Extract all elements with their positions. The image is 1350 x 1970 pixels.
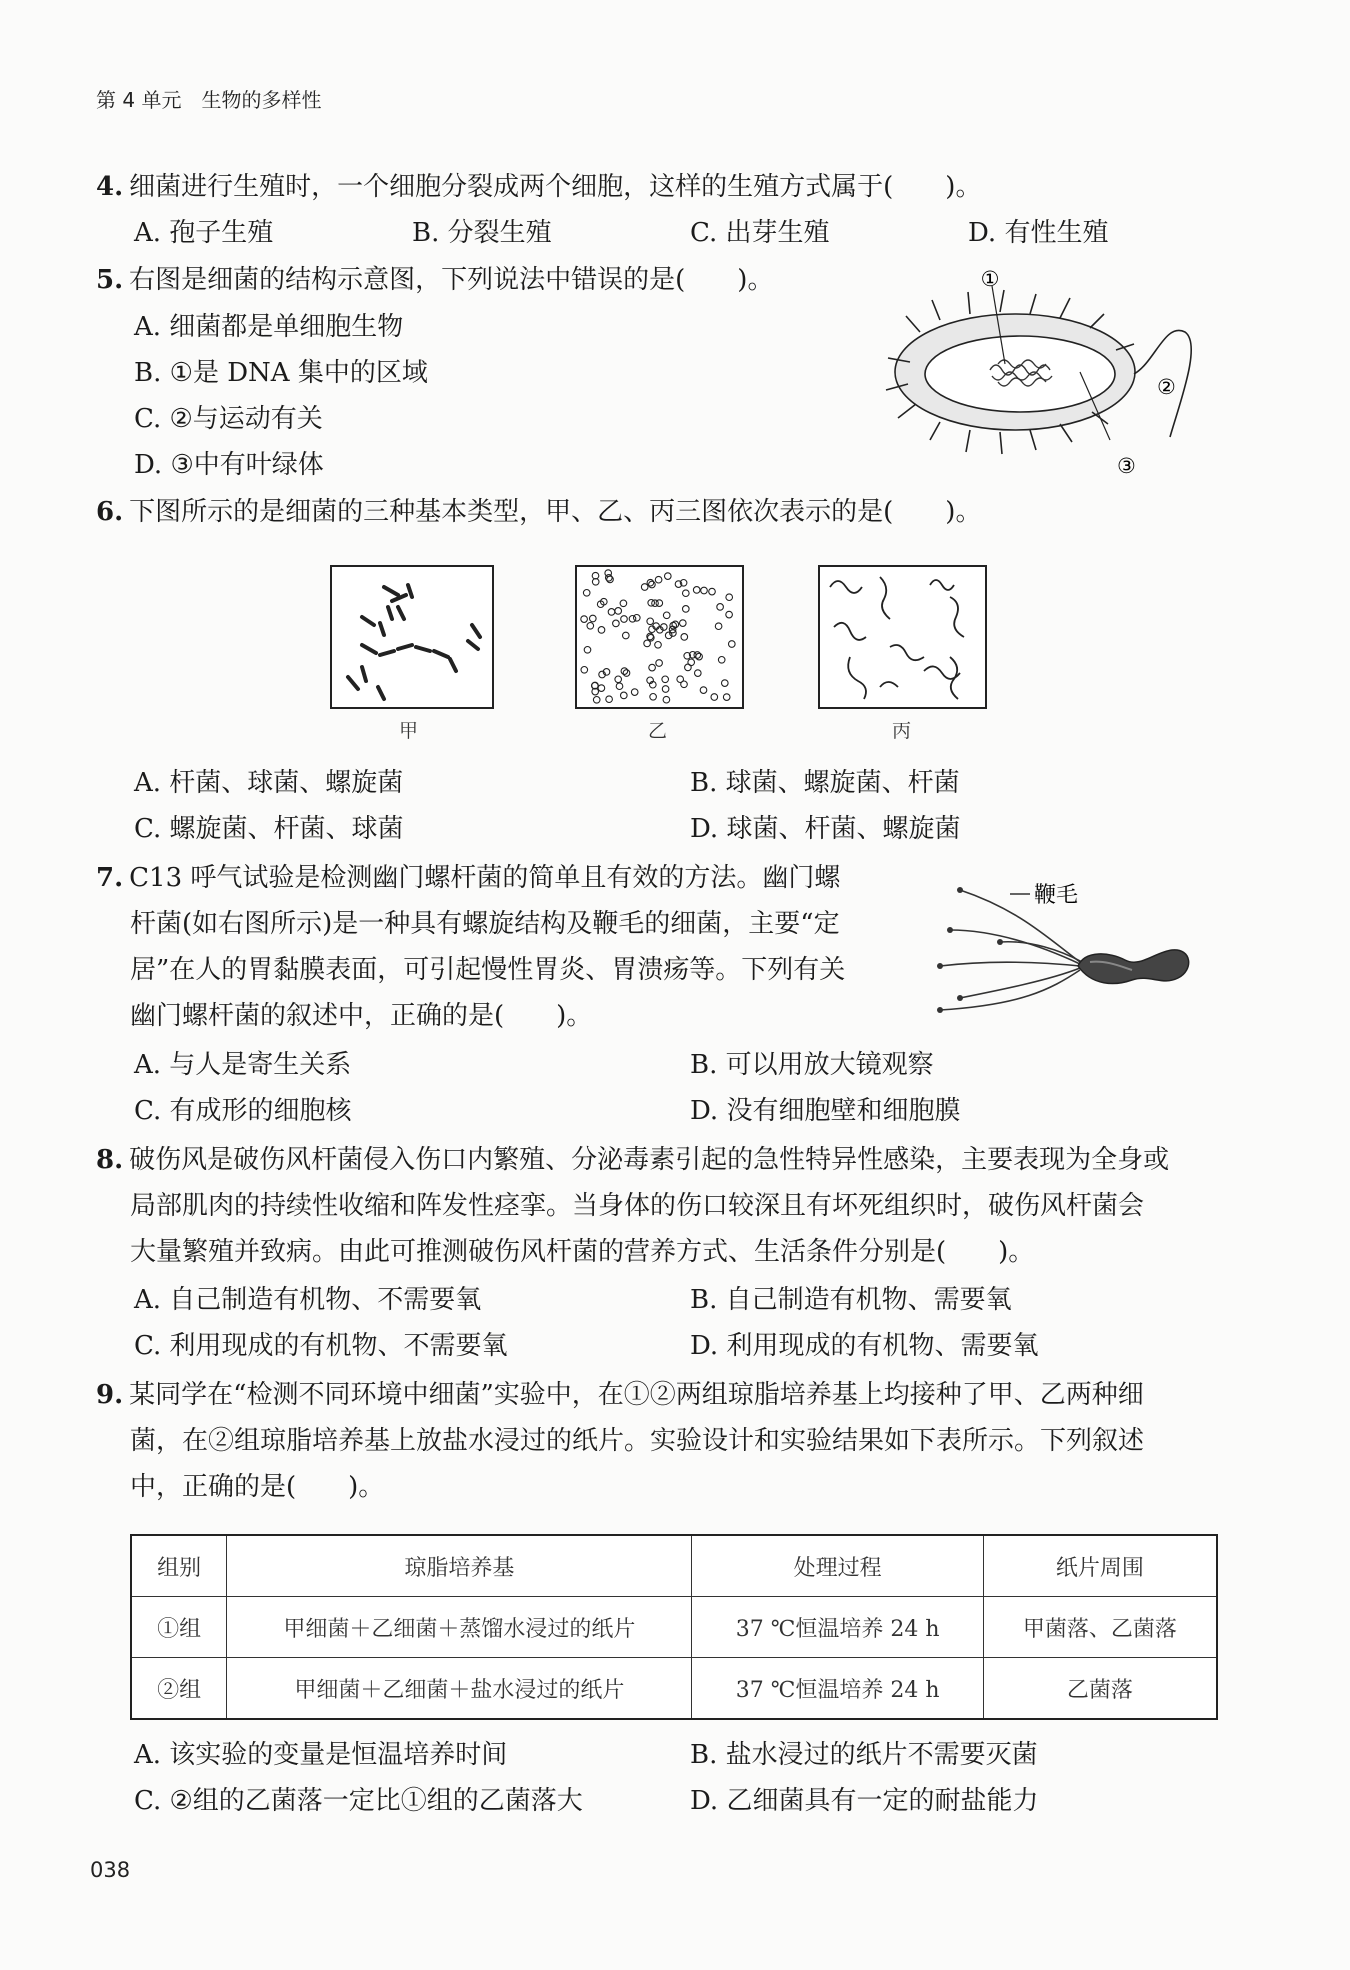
q9-option-d: D. 乙细菌具有一定的耐盐能力	[690, 1786, 1039, 1816]
coccus-mark	[584, 647, 591, 654]
coccus-mark	[696, 653, 703, 660]
coccus-mark	[717, 604, 724, 611]
question-text: 右图是细菌的结构示意图，下列说法中错误的是( )。	[129, 265, 774, 295]
q6-option-b: B. 球菌、螺旋菌、杆菌	[690, 768, 960, 798]
coccus-mark	[583, 590, 590, 597]
coccus-mark	[641, 584, 648, 591]
q9-option-b: B. 盐水浸过的纸片不需要灭菌	[690, 1740, 1038, 1770]
coccus-mark	[598, 627, 605, 634]
q7-option-d: D. 没有细胞壁和细胞膜	[690, 1096, 961, 1126]
q8-option-c: C. 利用现成的有机物、不需要氧	[134, 1331, 508, 1361]
coccus-mark	[663, 612, 670, 619]
figure-label-1: ①	[980, 267, 1000, 291]
question-7-stem-line-3: 居”在人的胃黏膜表面，可引起慢性胃炎、胃溃疡等。下列有关	[130, 955, 846, 985]
q8-option-d: D. 利用现成的有机物、需要氧	[690, 1331, 1039, 1361]
q5-option-b: B. ①是 DNA 集中的区域	[134, 358, 428, 388]
question-8-stem-line-1	[96, 1143, 1169, 1177]
coccus-mark	[711, 694, 718, 701]
coccus-mark	[726, 594, 733, 601]
page-header: 第 4 单元 生物的多样性	[96, 88, 322, 112]
coccus-mark	[683, 590, 690, 597]
coccus-mark	[681, 634, 688, 641]
coccus-mark	[701, 587, 708, 594]
bacterium-structure-diagram	[880, 262, 1210, 482]
coccus-mark	[621, 616, 628, 623]
q4-option-a: A. 孢子生殖	[134, 218, 274, 248]
coccus-mark	[615, 676, 622, 683]
q8-option-a: A. 自己制造有机物、不需要氧	[134, 1285, 482, 1315]
coccus-mark	[608, 609, 615, 616]
coccus-mark	[647, 618, 654, 625]
coccus-mark	[680, 620, 687, 627]
table-cell: ②组	[131, 1658, 227, 1720]
q5-option-c: C. ②与运动有关	[134, 404, 323, 434]
question-number: 6.	[96, 497, 124, 527]
table-cell: 37 ℃恒温培养 24 h	[692, 1597, 983, 1658]
coccus-mark	[590, 615, 597, 622]
coccus-mark	[650, 694, 657, 701]
q9-option-a: A. 该实验的变量是恒温培养时间	[134, 1740, 508, 1770]
q8-option-b: B. 自己制造有机物、需要氧	[690, 1285, 1012, 1315]
coccus-mark	[723, 694, 730, 701]
coccus-mark	[688, 659, 695, 666]
question-6-stem	[96, 495, 981, 529]
flagellum-label: 鞭毛	[1034, 883, 1079, 908]
experiment-table	[130, 1534, 1218, 1720]
coccus-mark	[623, 632, 630, 639]
coccus-mark	[677, 676, 684, 683]
table-header-cell: 纸片周围	[983, 1535, 1217, 1597]
coccus-mark	[581, 667, 588, 674]
question-number: 8.	[96, 1145, 124, 1175]
bacteria-type-jia-figure	[330, 565, 494, 709]
helicobacter-figure	[910, 870, 1200, 1020]
coccus-mark	[616, 683, 623, 690]
question-4-stem	[96, 170, 981, 204]
figure-caption-jia: 甲	[399, 720, 419, 742]
question-number: 4.	[96, 172, 124, 202]
coccus-mark	[621, 692, 628, 699]
table-header-row	[131, 1535, 1217, 1597]
coccus-mark	[656, 660, 663, 667]
bacteria-type-yi-figure	[575, 565, 744, 709]
question-number: 5.	[96, 265, 124, 295]
coccus-mark	[615, 608, 622, 615]
question-number: 7.	[96, 863, 124, 893]
question-text: C13 呼气试验是检测幽门螺杆菌的简单且有效的方法。幽门螺	[129, 863, 841, 893]
coccus-mark	[729, 641, 736, 648]
q6-option-d: D. 球菌、杆菌、螺旋菌	[690, 814, 961, 844]
coccus-mark	[718, 657, 725, 664]
coccus-mark	[662, 676, 669, 683]
question-7-stem-line-1	[96, 861, 840, 895]
figure-caption-yi: 乙	[648, 720, 668, 742]
question-text: 破伤风是破伤风杆菌侵入伤口内繁殖、分泌毒素引起的急性特异性感染，主要表现为全身或	[129, 1145, 1170, 1175]
table-cell: 乙菌落	[983, 1658, 1217, 1720]
table-row	[131, 1658, 1217, 1720]
q4-option-d: D. 有性生殖	[968, 218, 1109, 248]
q6-option-a: A. 杆菌、球菌、螺旋菌	[134, 768, 404, 798]
q4-option-b: B. 分裂生殖	[412, 218, 552, 248]
coccus-mark	[593, 697, 600, 704]
coccus-mark	[581, 616, 588, 623]
q9-option-c: C. ②组的乙菌落一定比①组的乙菌落大	[134, 1786, 583, 1816]
coccus-mark	[620, 600, 627, 607]
coccus-mark	[647, 579, 654, 586]
question-text: 某同学在“检测不同环境中细菌”实验中，在①②两组琼脂培养基上均接种了甲、乙两种细	[129, 1380, 1144, 1410]
table-cell: 甲细菌＋乙细菌＋蒸馏水浸过的纸片	[227, 1597, 692, 1658]
table-header-cell: 组别	[131, 1535, 227, 1597]
page-number: 038	[90, 1858, 131, 1882]
question-7-stem-line-2: 杆菌(如右图所示)是一种具有螺旋结构及鞭毛的细菌，主要“定	[130, 909, 840, 939]
coccus-mark	[629, 616, 636, 623]
bacteria-type-bing-figure	[818, 565, 987, 709]
coccus-mark	[683, 606, 690, 613]
question-text: 细菌进行生殖时，一个细胞分裂成两个细胞，这样的生殖方式属于( )。	[129, 172, 982, 202]
coccus-mark	[695, 670, 702, 677]
figure-label-3: ③	[1117, 454, 1136, 478]
table-cell: 37 ℃恒温培养 24 h	[692, 1658, 983, 1720]
table-header-cell: 处理过程	[692, 1535, 983, 1597]
figure-label-2: ②	[1157, 375, 1176, 399]
coccus-mark	[634, 615, 641, 622]
coccus-mark	[663, 696, 670, 703]
q7-option-c: C. 有成形的细胞核	[134, 1096, 352, 1126]
q5-option-d: D. ③中有叶绿体	[134, 450, 324, 480]
table-cell: 甲菌落、乙菌落	[983, 1597, 1217, 1658]
table-cell: 甲细菌＋乙细菌＋盐水浸过的纸片	[227, 1658, 692, 1720]
table-cell: ①组	[131, 1597, 227, 1658]
question-9-stem-line-1	[96, 1378, 1144, 1412]
question-9-stem-line-3: 中，正确的是( )。	[130, 1472, 385, 1502]
coccus-mark	[715, 623, 722, 630]
question-text: 下图所示的是细菌的三种基本类型，甲、乙、丙三图依次表示的是( )。	[129, 497, 982, 527]
q7-option-b: B. 可以用放大镜观察	[690, 1050, 934, 1080]
coccus-mark	[605, 570, 612, 577]
coccus-mark	[631, 689, 638, 696]
coccus-mark	[709, 588, 716, 595]
question-8-stem-line-2: 局部肌肉的持续性收缩和阵发性痉挛。当身体的伤口较深且有坏死组织时，破伤风杆菌会	[130, 1191, 1145, 1221]
coccus-mark	[726, 611, 733, 618]
coccus-mark	[722, 680, 729, 687]
coccus-mark	[693, 587, 700, 594]
coccus-mark	[598, 685, 605, 692]
q5-option-a: A. 细菌都是单细胞生物	[134, 312, 404, 342]
coccus-mark	[613, 620, 620, 627]
table-header-cell: 琼脂培养基	[227, 1535, 692, 1597]
table-row	[131, 1597, 1217, 1658]
question-8-stem-line-3: 大量繁殖并致病。由此可推测破伤风杆菌的营养方式、生活条件分别是( )。	[130, 1237, 1035, 1267]
q6-option-c: C. 螺旋菌、杆菌、球菌	[134, 814, 404, 844]
coccus-mark	[700, 687, 707, 694]
question-7-stem-line-4: 幽门螺杆菌的叙述中，正确的是( )。	[130, 1001, 593, 1031]
coccus-mark	[662, 686, 669, 693]
coccus-mark	[655, 642, 662, 649]
figure-caption-bing: 丙	[892, 720, 912, 742]
coccus-mark	[649, 664, 656, 671]
q7-option-a: A. 与人是寄生关系	[134, 1050, 352, 1080]
coccus-mark	[587, 623, 594, 630]
q4-option-c: C. 出芽生殖	[690, 218, 830, 248]
question-5-stem	[96, 263, 773, 297]
coccus-mark	[606, 696, 613, 703]
coccus-mark	[665, 573, 672, 580]
coccus-mark	[644, 640, 651, 647]
coccus-mark	[655, 576, 662, 583]
question-9-stem-line-2: 菌，在②组琼脂培养基上放盐水浸过的纸片。实验设计和实验结果如下表所示。下列叙述	[130, 1426, 1145, 1456]
question-number: 9.	[96, 1380, 124, 1410]
